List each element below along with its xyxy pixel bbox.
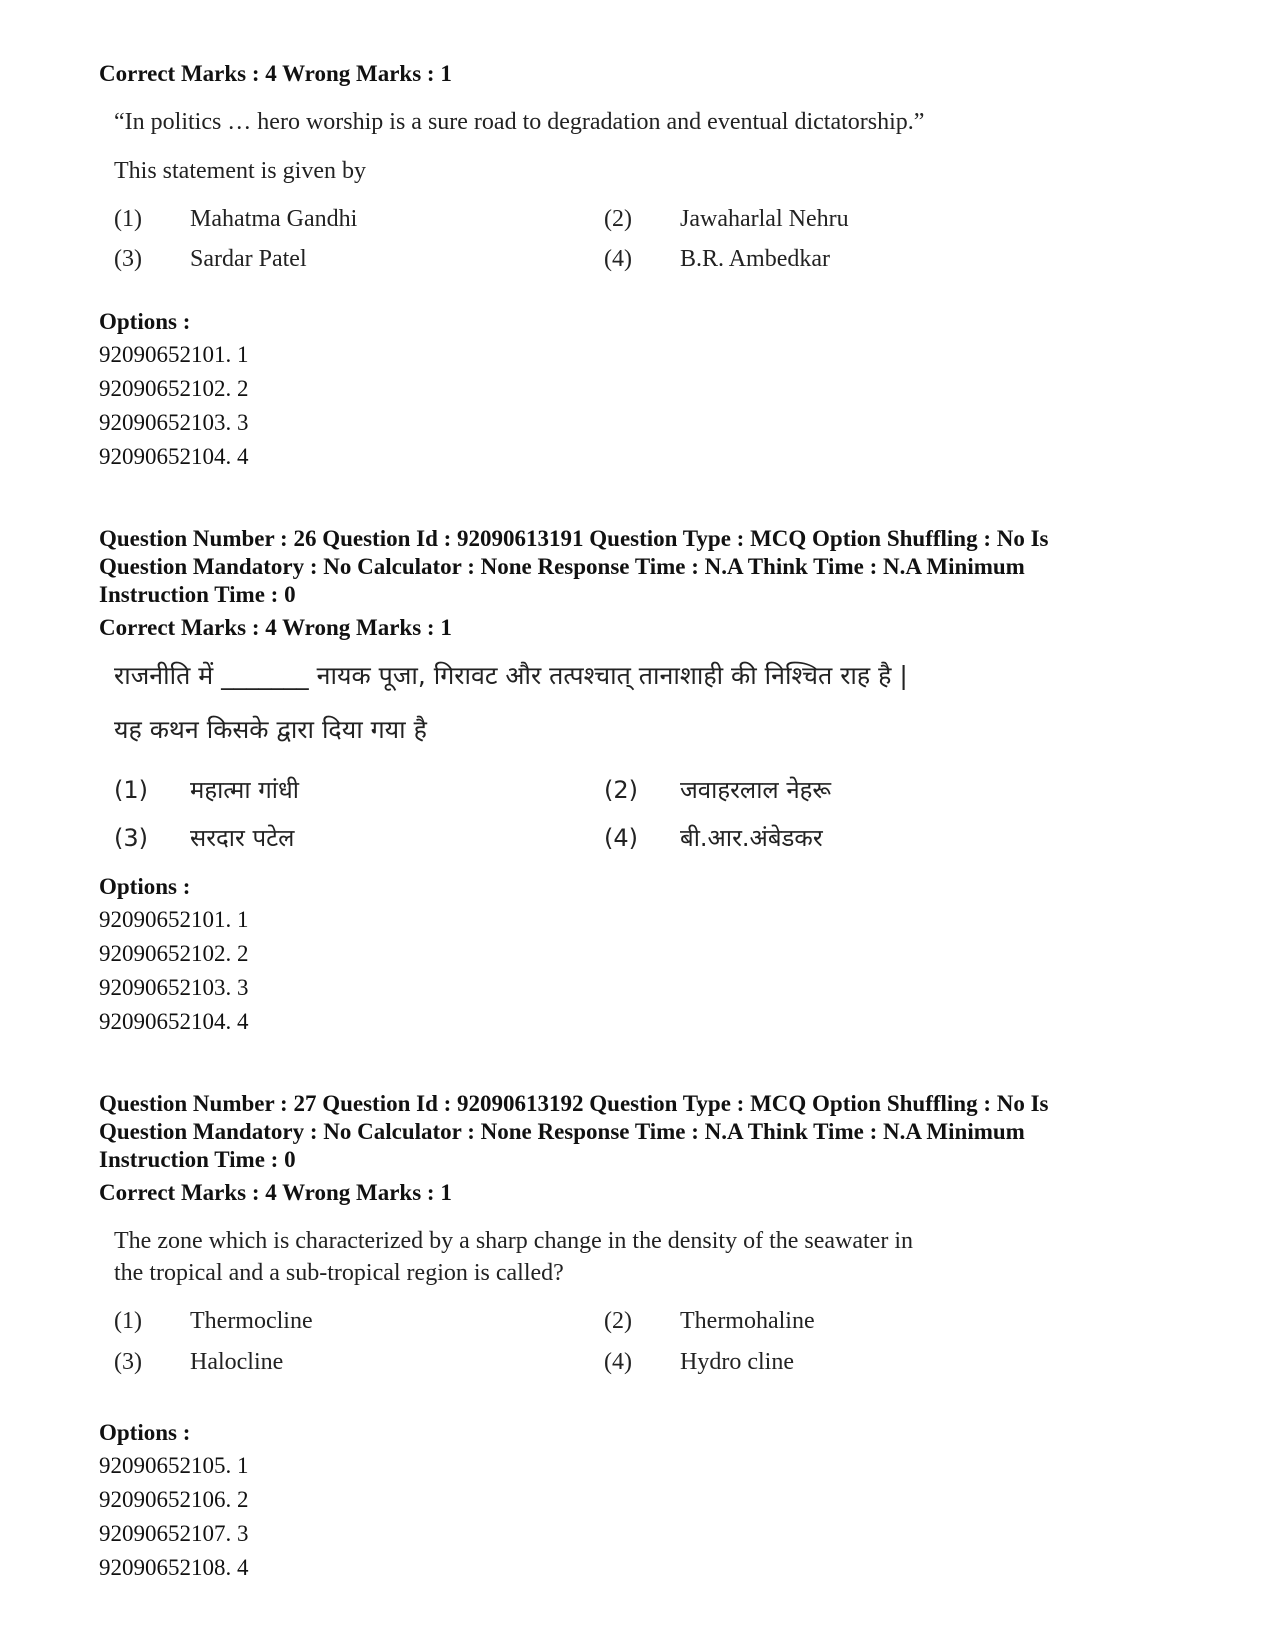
choice-number: (4) — [604, 824, 638, 852]
option-line: 92090652105. 1 — [99, 1453, 249, 1478]
option-line: 92090652106. 2 — [99, 1487, 249, 1512]
choice-4 — [604, 243, 830, 275]
option-line: 92090652101. 1 — [99, 342, 249, 367]
option-line: 92090652101. 1 — [99, 907, 249, 932]
option-line: 92090652102. 2 — [99, 376, 249, 401]
choice-label: जवाहरलाल नेहरू — [680, 776, 832, 804]
question-meta-line: Question Number : 27 Question Id : 92090613192 Question Type : MCQ Option Shuffling : No Is — [99, 1091, 1049, 1116]
choice-1 — [114, 774, 299, 806]
option-line: 92090652102. 2 — [99, 941, 249, 966]
question-meta-line: Instruction Time : 0 — [99, 1147, 296, 1172]
choice-3 — [114, 822, 294, 854]
option-line: 92090652103. 3 — [99, 410, 249, 435]
choice-number: (2) — [604, 206, 632, 232]
question-text: राजनीति में _______ नायक पूजा, गिरावट और तत्पश्चात् तानाशाही की निश्चित राह है | — [114, 661, 908, 690]
option-line: 92090652108. 4 — [99, 1555, 249, 1580]
question-meta-line: Question Mandatory : No Calculator : None Response Time : N.A Think Time : N.A Minimum — [99, 1119, 1025, 1144]
choice-label: Hydro cline — [680, 1349, 794, 1375]
options-heading: Options : — [99, 1420, 191, 1445]
option-line: 92090652104. 4 — [99, 1009, 249, 1034]
choice-number: (1) — [114, 206, 142, 232]
choice-label: Sardar Patel — [190, 246, 307, 272]
choice-number: (2) — [604, 1308, 632, 1334]
option-line: 92090652103. 3 — [99, 975, 249, 1000]
choice-number: (3) — [114, 824, 148, 852]
options-heading: Options : — [99, 309, 191, 334]
choice-1 — [114, 1305, 313, 1337]
choice-label: Halocline — [190, 1349, 284, 1375]
choice-3 — [114, 1346, 283, 1378]
question-meta-line: Instruction Time : 0 — [99, 582, 296, 607]
choice-number: (3) — [114, 1349, 142, 1375]
question-meta-line: Question Mandatory : No Calculator : None Response Time : N.A Think Time : N.A Minimum — [99, 554, 1025, 579]
choice-1 — [114, 203, 357, 235]
choice-label: Mahatma Gandhi — [190, 206, 358, 232]
question-text: This statement is given by — [114, 158, 366, 184]
correct-marks-line: Correct Marks : 4 Wrong Marks : 1 — [99, 615, 452, 640]
question-text: the tropical and a sub-tropical region is called? — [114, 1260, 564, 1286]
question-text: The zone which is characterized by a sharp change in the density of the seawater in — [114, 1228, 913, 1254]
choice-label: Jawaharlal Nehru — [680, 206, 849, 232]
choice-4 — [604, 822, 823, 854]
question-text: यह कथन किसके द्वारा दिया गया है — [114, 715, 427, 744]
choice-2 — [604, 203, 849, 235]
option-line: 92090652107. 3 — [99, 1521, 249, 1546]
choice-number: (1) — [114, 776, 148, 804]
choice-label: बी.आर.अंबेडकर — [680, 824, 823, 852]
question-text: “In politics … hero worship is a sure road to degradation and eventual dictatorship.” — [114, 109, 925, 135]
option-line: 92090652104. 4 — [99, 444, 249, 469]
choice-number: (3) — [114, 246, 142, 272]
choice-4 — [604, 1346, 794, 1378]
choice-label: सरदार पटेल — [190, 824, 295, 852]
choice-number: (1) — [114, 1308, 142, 1334]
question-meta-line: Question Number : 26 Question Id : 92090613191 Question Type : MCQ Option Shuffling : No Is — [99, 526, 1049, 551]
choice-3 — [114, 243, 307, 275]
correct-marks-line: Correct Marks : 4 Wrong Marks : 1 — [99, 1180, 452, 1205]
correct-marks-line: Correct Marks : 4 Wrong Marks : 1 — [99, 61, 452, 86]
choice-label: महात्मा गांधी — [190, 776, 299, 804]
choice-number: (4) — [604, 1349, 632, 1375]
choice-number: (2) — [604, 776, 638, 804]
choice-2 — [604, 774, 831, 806]
choice-label: Thermohaline — [680, 1308, 815, 1334]
choice-label: B.R. Ambedkar — [680, 246, 830, 272]
options-heading: Options : — [99, 874, 191, 899]
choice-number: (4) — [604, 246, 632, 272]
choice-label: Thermocline — [190, 1308, 313, 1334]
choice-2 — [604, 1305, 815, 1337]
